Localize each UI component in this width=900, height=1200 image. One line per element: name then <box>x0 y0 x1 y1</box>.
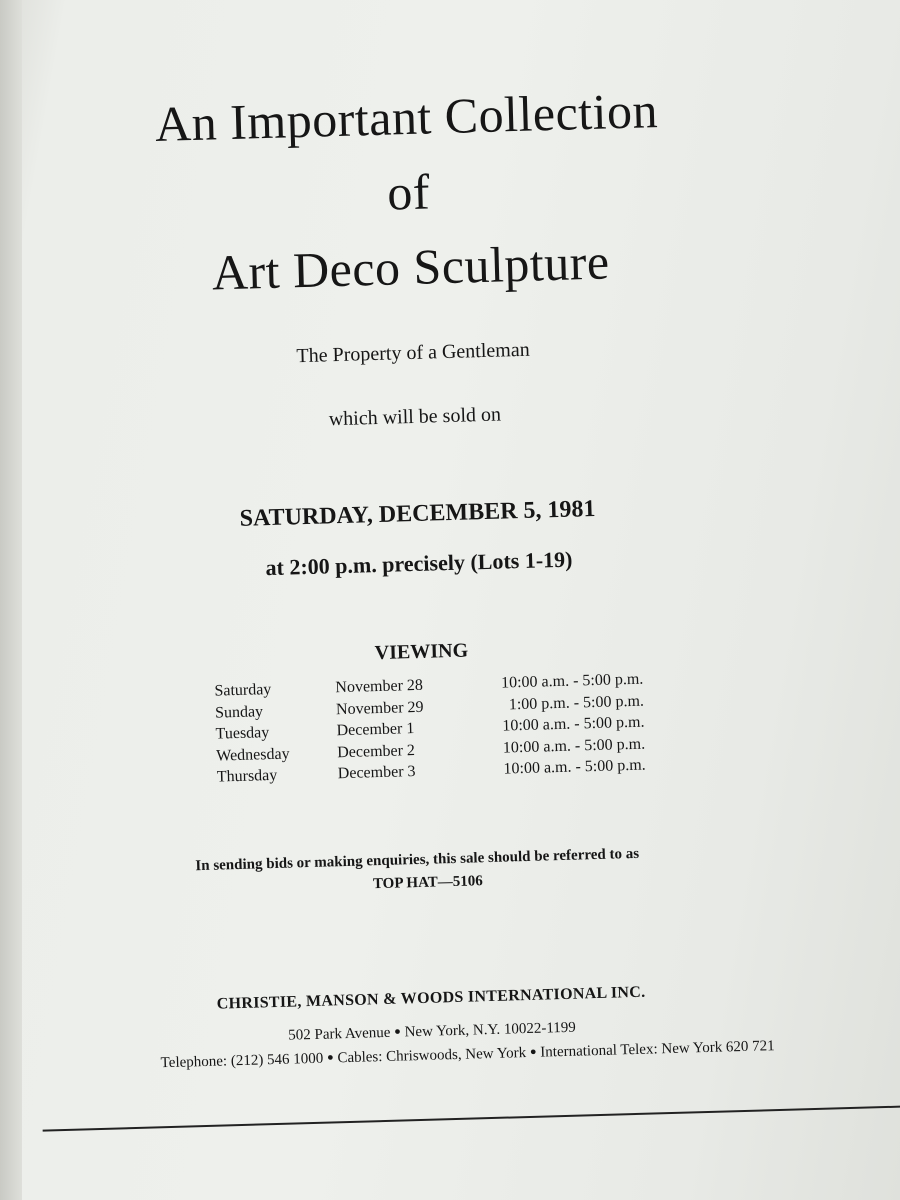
title-line-2: of <box>386 163 431 221</box>
viewing-hours: 10:00 a.m. - 5:00 p.m. <box>500 670 644 692</box>
telephone-number: Telephone: (212) 546 1000 <box>160 1050 324 1072</box>
city-address: New York, N.Y. 10022-1199 <box>404 1019 577 1041</box>
sold-on-text: which will be sold on <box>328 403 502 431</box>
bullet-separator: ● <box>326 1051 334 1064</box>
viewing-date: December 3 <box>337 763 416 783</box>
bullet-separator: ● <box>529 1045 537 1058</box>
bullet-separator: ● <box>394 1025 401 1038</box>
viewing-hours: 10:00 a.m. - 5:00 p.m. <box>502 713 645 735</box>
viewing-day: Thursday <box>216 766 278 786</box>
sale-date: SATURDAY, DECEMBER 5, 1981 <box>239 495 596 532</box>
bids-note: In sending bids or making enquiries, this sale should be referred to as <box>195 845 640 875</box>
viewing-hours: 10:00 a.m. - 5:00 p.m. <box>502 735 646 757</box>
sale-time: at 2:00 p.m. precisely (Lots 1-19) <box>265 546 573 581</box>
cables-address: Cables: Chriswoods, New York <box>337 1045 527 1067</box>
telex-number: International Telex: New York 620 721 <box>540 1038 775 1061</box>
viewing-schedule <box>214 670 654 790</box>
viewing-date: December 1 <box>336 720 415 740</box>
viewing-day: Sunday <box>214 702 264 722</box>
viewing-date: November 29 <box>335 698 424 718</box>
subtitle: The Property of a Gentleman <box>296 338 530 368</box>
sale-code: TOP HAT—5106 <box>372 873 484 893</box>
company-name: CHRISTIE, MANSON & WOODS INTERNATIONAL INC. <box>216 983 646 1013</box>
viewing-day: Tuesday <box>215 724 270 743</box>
title-line-3: Art Deco Sculpture <box>211 233 611 301</box>
street-address: 502 Park Avenue <box>288 1024 391 1044</box>
viewing-hours: 1:00 p.m. - 5:00 p.m. <box>508 692 645 713</box>
viewing-hours: 10:00 a.m. - 5:00 p.m. <box>503 756 646 778</box>
viewing-date: December 2 <box>336 741 416 761</box>
viewing-day: Saturday <box>214 681 272 700</box>
viewing-day: Wednesday <box>216 745 290 765</box>
title-line-1: An Important Collection <box>154 82 659 153</box>
bottom-rule <box>43 1104 900 1132</box>
viewing-heading: VIEWING <box>374 639 469 665</box>
viewing-date: November 28 <box>335 676 424 697</box>
